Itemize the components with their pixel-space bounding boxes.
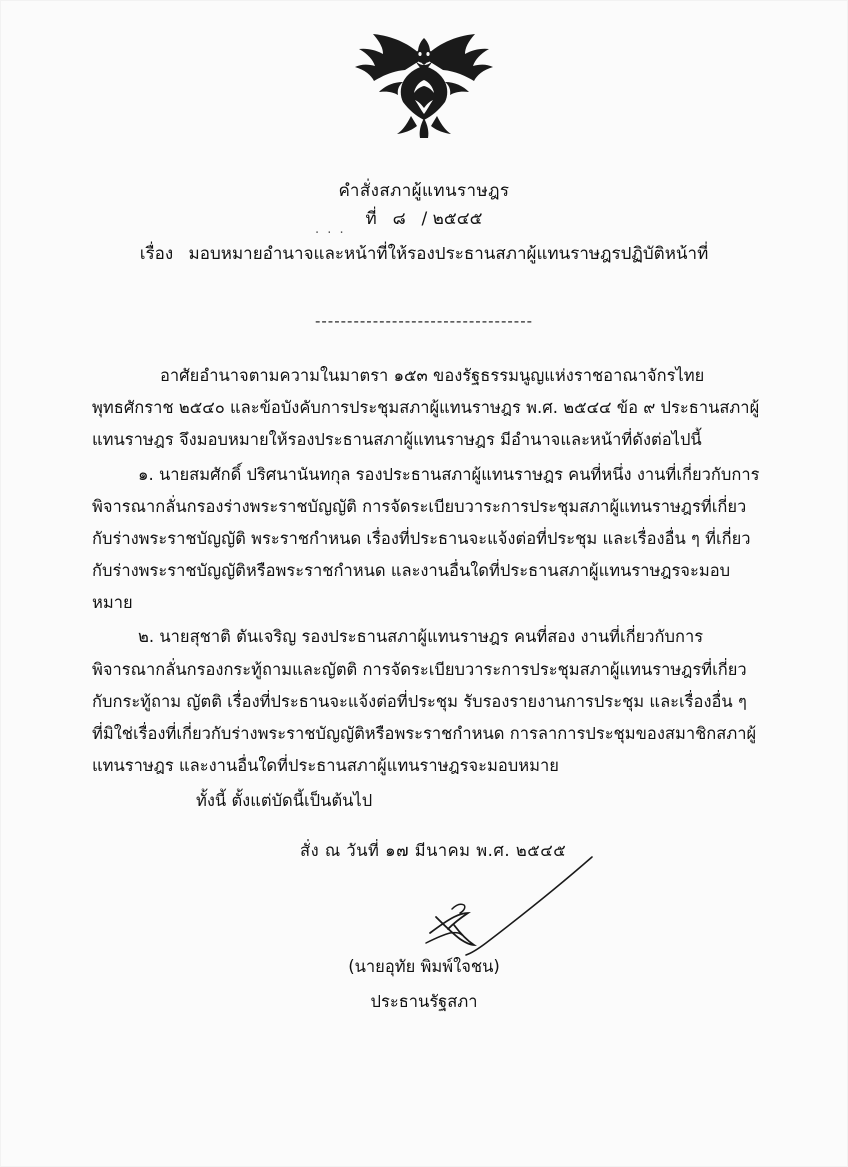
closing-statement: ทั้งนี้ ตั้งแต่บัดนี้เป็นต้นไป	[196, 791, 373, 810]
garuda-emblem	[349, 30, 499, 140]
document-subject-line	[0, 241, 848, 267]
document-body	[92, 360, 760, 784]
document-number-line	[0, 206, 848, 232]
subject-text: มอบหมายอำนาจและหน้าที่ให้รองประธานสภาผู้แทนราษฎรปฏิบัติหน้าที่	[188, 243, 709, 264]
order-date: สั่ง ณ วันที่ ๑๗ มีนาคม พ.ศ. ๒๕๔๕	[300, 841, 567, 860]
number-separator: /	[421, 209, 428, 230]
signer-role: ประธานรัฐสภา	[370, 991, 478, 1011]
body-paragraph-3: ๒. นายสุชาติ ตันเจริญ รองประธานสภาผู้แทนราษฎร คนที่สอง งานที่เกี่ยวกับการพิจารณากลั่นกรองกระทู้ถามและญัตติ การจัดระเบียบวาระการประชุมสภาผู้แทนราษฎรที่เกี่ยวกับกระทู้ถาม ญัตติ เรื่องที่ประธานจะแจ้งต่อที่ประชุม รับรองรายงานการประชุม และเรื่องอื่น ๆ ที่มิใช่เรื่องที่เกี่ยวกับร่างพระราชบัญญัติหรือพระราชกำหนด การลาการประชุมของสมาชิกสภาผู้แทนราษฎร และงานอื่นใดที่ประธานสภาผู้แทนราษฎรจะมอบหมาย	[92, 627, 757, 776]
signature-mark	[360, 855, 620, 965]
subject-label: เรื่อง	[139, 243, 174, 264]
stray-ink-mark: · · ·	[315, 226, 346, 241]
document-number: ๘	[392, 209, 406, 230]
document-title: คำสั่งสภาผู้แทนราษฎร	[338, 181, 510, 201]
body-paragraph-1: อาศัยอำนาจตามความในมาตรา ๑๕๓ ของรัฐธรรมนูญแห่งราชอาณาจักรไทย พุทธศักราช ๒๕๔๐ และข้อบังคับการประชุมสภาผู้แทนราษฎร พ.ศ. ๒๕๔๔ ข้อ ๙ ประธานสภาผู้แทนราษฎร จึงมอบหมายให้รองประธานสภาผู้แทนราษฎร มีอำนาจและหน้าที่ดังต่อไปนี้	[92, 366, 760, 450]
emblem-container	[0, 30, 848, 144]
section-divider: ----------------------------------	[314, 312, 534, 330]
body-paragraph-2: ๑. นายสมศักดิ์ ปริศนานันทกุล รองประธานสภาผู้แทนราษฎร คนที่หนึ่ง งานที่เกี่ยวกับการพิจารณากลั่นกรองร่างพระราชบัญญัติ การจัดระเบียบวาระการประชุมสภาผู้แทนราษฎรที่เกี่ยวกับร่างพระราชบัญญัติ พระราชกำหนด เรื่องที่ประธานจะแจ้งต่อที่ประชุม และเรื่องอื่น ๆ ที่เกี่ยวกับร่างพระราชบัญญัติหรือพระราชกำหนด และงานอื่นใดที่ประธานสภาผู้แทนราษฎรจะมอบหมาย	[92, 464, 760, 613]
signature-block	[0, 950, 848, 1019]
document-year: ๒๕๔๕	[432, 209, 483, 230]
number-prefix: ที่	[365, 209, 377, 230]
signer-name: (นายอุทัย พิมพ์ใจชน)	[348, 957, 500, 976]
document-header	[0, 178, 848, 267]
